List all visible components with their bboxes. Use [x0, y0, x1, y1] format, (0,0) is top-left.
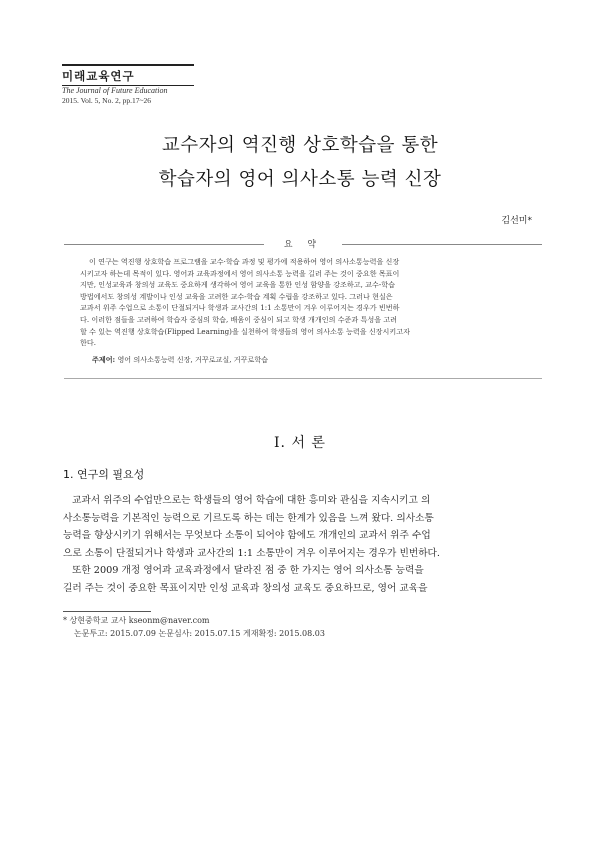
abstract-heading-rule-right [342, 244, 542, 245]
abstract-line: 한다. [80, 338, 96, 348]
abstract-line: 할 수 있는 역진행 상호학습(Flipped Learning)을 실천하여 학생들의 영어 의사소통 능력을 신장시키고자 [80, 326, 410, 336]
body-line: 능력을 향상시키기 위해서는 무엇보다 소통이 되어야 함에도 개개인의 교과서 위주 수업 [63, 530, 431, 542]
body-line: 사소통능력을 기본적인 능력으로 기르도록 하는 데는 한계가 있음을 느껴 왔다. 의사소통 [63, 512, 434, 524]
body-line: 교과서 위주의 수업만으로는 학생들의 영어 학습에 대한 흥미와 관심을 지속시키고 의 [72, 495, 431, 506]
abstract-line: 시키고자 하는데 목적이 있다. 영어과 교육과정에서 영어 의사소통 능력을 길러 주는 것이 중요한 목표이 [80, 268, 400, 278]
section-title: Ⅰ. 서 론 [274, 435, 326, 451]
keywords-text: 영어 의사소통능력 신장, 거꾸로교실, 거꾸로학습 [117, 355, 269, 364]
journal-volume: 2015. Vol. 5, No. 2, pp.17~26 [62, 96, 151, 105]
abstract-line: 다. 이러한 점들을 고려하여 학습자 중심의 학습, 배움이 중심이 되고 학생 개개인의 수준과 특성을 고려 [80, 314, 398, 324]
journal-english-name: The Journal of Future Education [62, 86, 168, 95]
abstract-body [80, 256, 524, 349]
journal-header [62, 64, 194, 106]
paper-title-line-1: 교수자의 역진행 상호학습을 통한 [161, 135, 439, 156]
paper-title-line-2: 학습자의 영어 의사소통 능력 신장 [158, 169, 442, 190]
body-line: 또한 2009 개정 영어과 교육과정에서 달라진 점 중 한 가지는 영어 의사소통 능력을 [72, 565, 424, 577]
abstract-heading [64, 237, 542, 251]
footnote-rule [63, 611, 151, 612]
keywords-label: 주제어: [92, 355, 116, 364]
abstract-line: 이 연구는 역진행 상호학습 프로그램을 교수·학습 과정 및 평가에 적용하여 영어 의사소통능력을 신장 [89, 257, 400, 266]
abstract-bottom-rule [64, 378, 542, 379]
abstract-line: 교과서 위주 수업으로 소통이 단절되거나 학생과 교사간의 1:1 소통만이 겨우 이루어지는 경우가 빈번하 [80, 303, 400, 313]
body-line: 길러 주는 것이 중요한 목표이지만 인성 교육과 창의성 교육도 중요하므로, 영어 교육을 [63, 582, 428, 594]
footnote-affiliation: * 상현중학교 교사 kseonm@naver.com [63, 616, 210, 625]
footnote [63, 614, 325, 640]
keywords [92, 355, 268, 365]
abstract-line: 지만, 인성교육과 창의성 교육도 중요하게 생각하여 영어 교육을 통한 인성 함양을 강조하고, 교수-학습 [80, 280, 395, 290]
body-line: 으로 소통이 단절되거나 학생과 교사간의 1:1 소통만이 겨우 이루어지는 경우가 빈번하다. [63, 547, 440, 559]
subsection-title: 1. 연구의 필요성 [63, 468, 145, 481]
author-name: 김선미* [501, 216, 532, 226]
abstract-line: 방법에서도 창의성 계발이나 인성 교육을 고려한 교수-학습 계획 수립을 강조하고 있다. 그러나 현실은 [80, 291, 393, 301]
footnote-dates: 논문투고: 2015.07.09 논문심사: 2015.07.15 게재확정: 2015.08.03 [74, 629, 325, 638]
journal-top-rule [62, 64, 194, 66]
abstract-heading-label: 요 약 [283, 240, 323, 250]
journal-name: 미래교육연구 [62, 69, 135, 83]
body-text [63, 492, 541, 598]
